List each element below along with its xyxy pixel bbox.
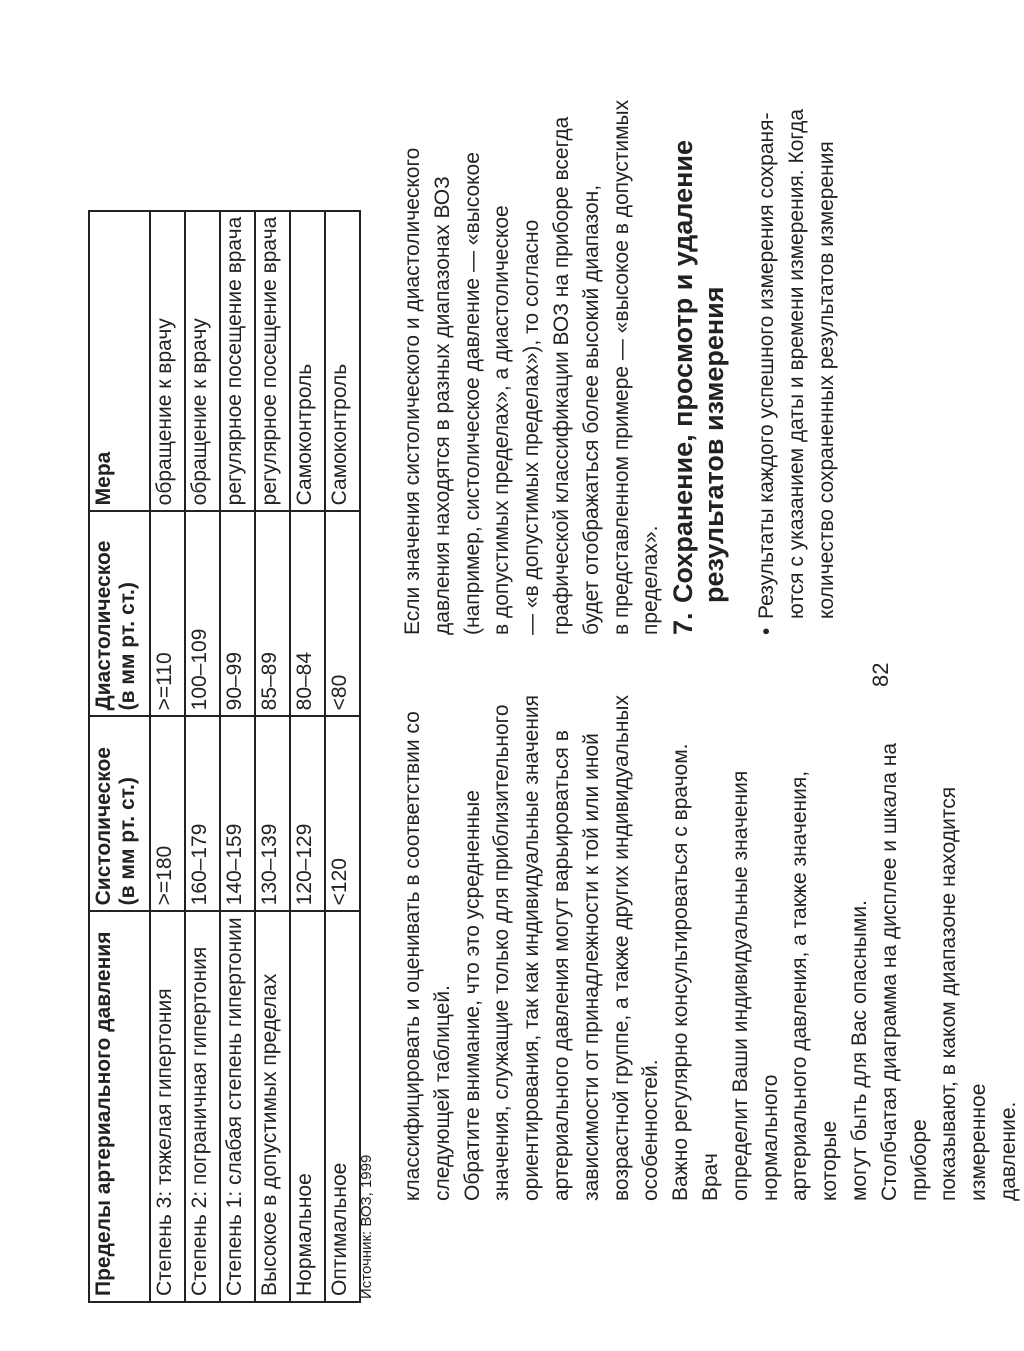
text-line: ориентирования, так как индивидуальные значения (520, 694, 544, 1201)
text-line: ются с указанием даты и времени измерения. Когда (784, 108, 808, 619)
left-text-column (398, 691, 1024, 1201)
text-line: в представленном примере — «высокое в допустимых (609, 99, 633, 635)
cell-limit: Степень 3: тяжелая гипертония (150, 911, 185, 1302)
text-line: графической классификации ВОЗ на приборе всегда (549, 116, 573, 635)
cell-systolic: 130–139 (255, 716, 290, 911)
cell-diastolic: 90–99 (220, 511, 255, 716)
cell-limit: Высокое в допустимых пределах (255, 911, 290, 1302)
table-source-note: Источник: ВОЗ, 1999 (358, 1154, 375, 1299)
cell-measure: обращение к врачу (150, 211, 185, 512)
text-line: показывают, в каком диапазоне находится измеренное (937, 786, 991, 1201)
section-title-line2: результатов измерения (699, 286, 729, 603)
cell-measure: регулярное посещение врача (255, 211, 290, 512)
section-number: 7. (668, 612, 698, 635)
table-row (290, 211, 325, 1302)
text-line: давление. (996, 1101, 1020, 1201)
header-systolic: Систолическое (в мм рт. ст.) (89, 716, 150, 911)
text-line: будет отображаться более высокий диапазон, (579, 184, 603, 635)
cell-limit: Оптимальное (325, 911, 360, 1302)
cell-diastolic: 80–84 (290, 511, 325, 716)
text-line: возрастной группе, а также других индивидуальных (609, 694, 633, 1201)
text-line: пределах». (639, 525, 663, 635)
text-line: в допустимых пределах», а диастолическое (490, 205, 514, 635)
blood-pressure-table (88, 210, 361, 1303)
table-header-row (89, 211, 150, 1302)
section-heading (668, 75, 730, 635)
page-number: 82 (868, 662, 893, 687)
text-line: следующей таблицей. (430, 985, 454, 1201)
cell-systolic: <120 (325, 716, 360, 911)
header-measure: Мера (89, 211, 150, 512)
text-line: значения, служащие только для приблизительного (490, 704, 514, 1201)
table-row (150, 211, 185, 1302)
text-line: Столбчатая диаграмма на дисплее и шкала на приборе (877, 742, 931, 1201)
cell-limit: Степень 1: слабая степень гипертонии (220, 911, 255, 1302)
text-line: могут быть для Вас опасными. (847, 900, 871, 1201)
table-row (220, 211, 255, 1302)
list-item (752, 75, 841, 635)
text-line: особенностей. (639, 1059, 663, 1201)
cell-diastolic: <80 (325, 511, 360, 716)
bullet-marker: • (755, 627, 778, 635)
bullet-list (752, 75, 841, 635)
section-title-line1: Сохранение, просмотр и удаление (668, 139, 698, 603)
table-row (185, 211, 220, 1302)
text-line: зависимости от принадлежности к той или иной (579, 733, 603, 1201)
text-line: (например, систолическое давление — «высокое (460, 152, 484, 635)
cell-systolic: 140–159 (220, 716, 255, 911)
table-row (255, 211, 290, 1302)
cell-systolic: 160–179 (185, 716, 220, 911)
cell-limit: Нормальное (290, 911, 325, 1302)
text-line: количество сохраненных результатов измерения (814, 141, 838, 619)
cell-measure: Самоконтроль (290, 211, 325, 512)
table-row (325, 211, 360, 1302)
cell-measure: Самоконтроль (325, 211, 360, 512)
cell-diastolic: 100–109 (185, 511, 220, 716)
text-line: Если значения систолического и диастолического (401, 147, 424, 635)
text-line: Обратите внимание, что это усредненные (460, 790, 484, 1201)
cell-measure: регулярное посещение врача (220, 211, 255, 512)
text-line: артериального давления, а также значения, которые (788, 770, 842, 1201)
cell-measure: обращение к врачу (185, 211, 220, 512)
header-diastolic: Диастолическое (в мм рт. ст.) (89, 511, 150, 716)
text-line: определит Ваши индивидуальные значения нормального (728, 770, 782, 1201)
cell-diastolic: >=110 (150, 511, 185, 716)
text-line: Результаты каждого успешного измерения сохраня- (755, 112, 778, 619)
header-limits: Пределы артериального давления (89, 911, 150, 1302)
text-line: артериального давления могут варьироваться в (549, 730, 573, 1201)
text-line: Важно регулярно консультироваться с врачом. Врач (669, 743, 722, 1201)
cell-diastolic: 85–89 (255, 511, 290, 716)
cell-systolic: >=180 (150, 716, 185, 911)
cell-systolic: 120–129 (290, 716, 325, 911)
text-line: давления находятся в разных диапазонах ВОЗ (430, 176, 454, 635)
cell-limit: Степень 2: пограничная гипертония (185, 911, 220, 1302)
text-line: — «в допустимых пределах»), то согласно (520, 219, 544, 635)
text-line: классифицировать и оценивать в соответствии со (401, 711, 424, 1201)
right-text-column (398, 95, 666, 635)
